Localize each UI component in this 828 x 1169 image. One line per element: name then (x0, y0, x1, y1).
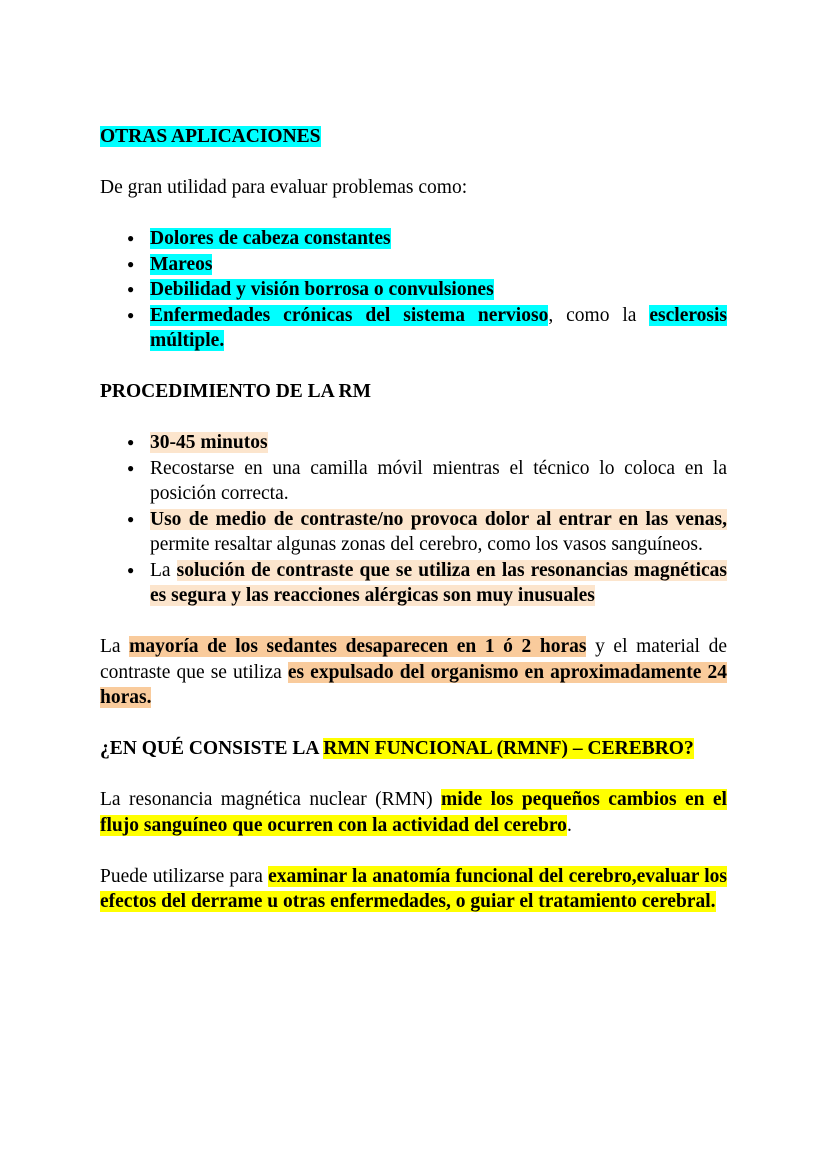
highlighted-text: esclerosis múltiple. (150, 304, 727, 351)
list-item (150, 430, 727, 456)
text-run: ¿EN QUÉ CONSISTE LA (100, 738, 324, 759)
highlighted-text: Dolores de cabeza constantes (150, 228, 391, 249)
list-item (150, 252, 727, 278)
highlighted-text: es expulsado del organismo en aproximadamente 24 horas. (100, 661, 727, 708)
list-item (150, 558, 727, 609)
list-item (150, 226, 727, 252)
highlighted-text: mide los pequeños cambios en el flujo sanguíneo que ocurren con la actividad del cerebro (100, 789, 727, 836)
list-item (150, 507, 727, 558)
rmn-definition-paragraph (100, 787, 727, 838)
text-run: La (150, 559, 177, 581)
text-run: , como la (548, 304, 650, 326)
text-run: permite resaltar algunas zonas del cerebro, como los vasos sanguíneos. (150, 534, 703, 555)
list-item (150, 303, 727, 354)
list-item (150, 277, 727, 303)
text-run: PROCEDIMIENTO DE LA RM (100, 381, 372, 402)
problems-list (100, 226, 727, 354)
heading-rmn-funcional (100, 736, 727, 762)
rmn-uses-paragraph (100, 864, 727, 915)
sedatives-paragraph (100, 634, 727, 711)
heading-procedimiento (100, 379, 727, 405)
highlighted-text: OTRAS APLICACIONES (100, 126, 321, 147)
text-run: y el material de contraste que se utiliza (100, 636, 727, 683)
highlighted-text: Mareos (150, 253, 213, 275)
highlighted-text: 30-45 minutos (150, 432, 268, 453)
intro-paragraph (100, 175, 727, 201)
highlighted-text: RMN FUNCIONAL (RMNF) – CEREBRO? (323, 738, 694, 759)
text-run: La (100, 636, 130, 657)
highlighted-text: Uso de medio de contraste/no provoca dolor al entrar en las venas, (150, 508, 727, 530)
highlighted-text: Debilidad y visión borrosa o convulsiones (150, 279, 494, 300)
highlighted-text: examinar la anatomía funcional del cerebro,evaluar los efectos del derrame u otras enfermedades, o guiar el tratamiento cerebral. (100, 865, 727, 912)
document-page (100, 124, 727, 940)
procedure-list (100, 430, 727, 609)
text-run: Puede utilizarse para (100, 865, 269, 887)
text-run: La resonancia magnética nuclear (RMN) (100, 789, 442, 810)
text-run: Recostarse en una camilla móvil mientras el técnico lo coloca en la posición correcta. (150, 457, 727, 504)
highlighted-text: Enfermedades crónicas del sistema nervioso (150, 304, 549, 326)
list-item (150, 456, 727, 507)
highlighted-text: solución de contraste que se utiliza en las resonancias magnéticas es segura y las reacciones alérgicas son muy inusuales (150, 559, 727, 606)
text-run: . (566, 814, 572, 836)
highlighted-text: mayoría de los sedantes desaparecen en 1 ó 2 horas (129, 636, 587, 657)
text-run: De gran utilidad para evaluar problemas como: (100, 177, 468, 198)
heading-otras-aplicaciones (100, 124, 727, 150)
